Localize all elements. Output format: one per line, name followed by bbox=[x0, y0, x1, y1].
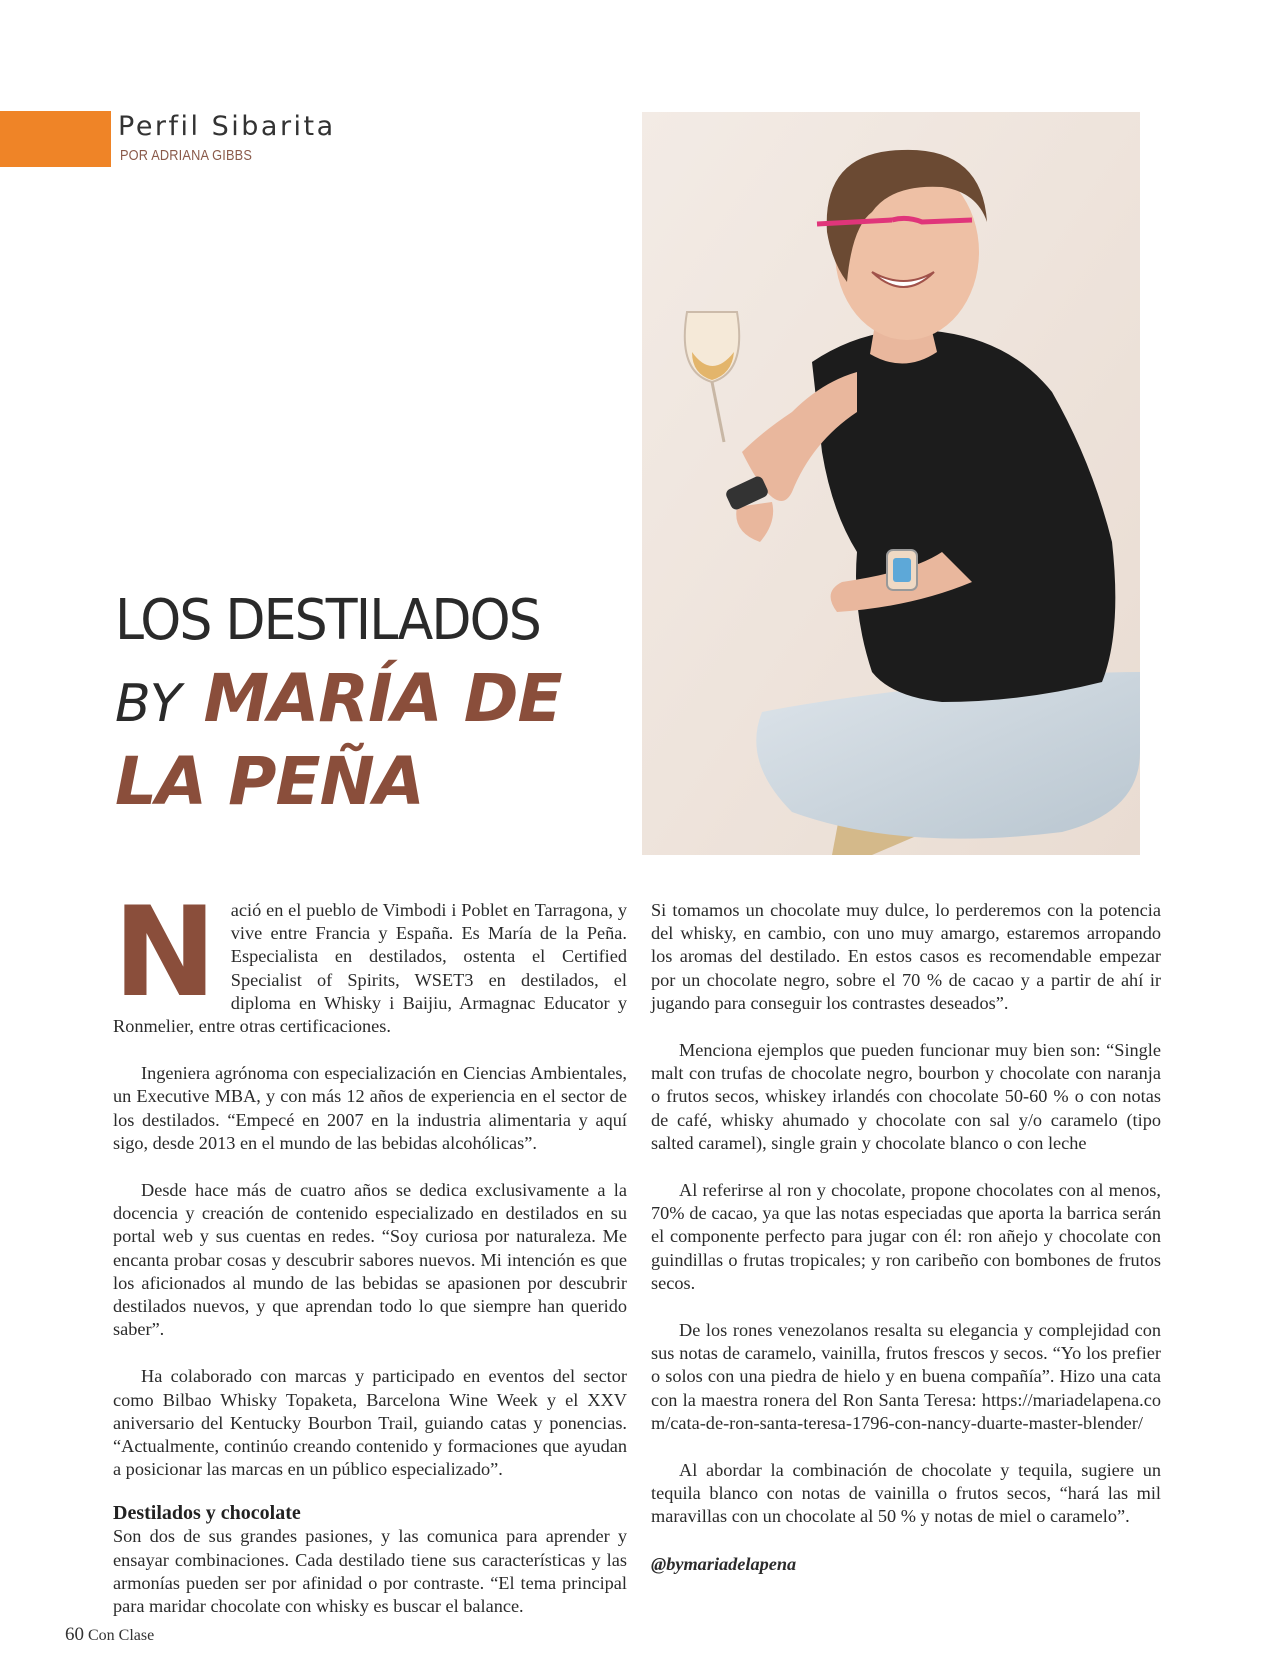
section-color-tab bbox=[0, 111, 111, 167]
headline-name-part-1: MARÍA DE bbox=[203, 660, 562, 737]
headline-line-2 bbox=[115, 660, 572, 743]
headline-name-part-2: LA PEÑA bbox=[115, 743, 424, 820]
paragraph: Al referirse al ron y chocolate, propone chocolates con al menos, 70% de cacao, ya que las notas especiadas que aporta la barrica serán el componente perfecto para jugar con él: ron añejo y chocolate con guindillas o frutas tropicales; y ron caribeño con bombones de frutos secos. bbox=[651, 1180, 1161, 1293]
author-byline: POR ADRIANA GIBBS bbox=[120, 148, 253, 164]
section-title: Perfil Sibarita bbox=[118, 111, 336, 142]
article-column-right bbox=[651, 899, 1161, 1600]
paragraph: Son dos de sus grandes pasiones, y las comunica para aprender y ensayar combinaciones. Cada destilado tiene sus características y las armonías pueden ser por afinidad o por contraste. “El tema principal para maridar chocolate con whisky es buscar el balance. bbox=[113, 1526, 627, 1617]
magazine-name: Con Clase bbox=[88, 1627, 155, 1644]
paragraph: Ha colaborado con marcas y participado en eventos del sector como Bilbao Whisky Topaketa, Barcelona Wine Week y el XXV aniversario del Kentucky Bourbon Trail, guiando catas y ponencias. “Actualmente, continúo creando contenido y formaciones que ayudan a posicionar las marcas en un público especializado”. bbox=[113, 1366, 627, 1480]
paragraph: Desde hace más de cuatro años se dedica exclusivamente a la docencia y creación de contenido especializado en destilados en su portal web y sus cuentas en redes. “Soy curiosa por naturaleza. Me encanta probar cosas y descubrir sabores nuevos. Mi intención es que los aficionados al mundo de las bebidas se apasionen por descubrir destilados nuevos, y que aprendan todo lo que siempre han querido saber”. bbox=[113, 1180, 627, 1340]
drop-cap: N bbox=[113, 881, 217, 1025]
article-column-left bbox=[113, 881, 627, 1618]
page-folio bbox=[65, 1624, 154, 1646]
article-headline bbox=[115, 590, 572, 821]
paragraph: Ingeniera agrónoma con especialización en Ciencias Ambientales, un Executive MBA, y con más 12 años de experiencia en el sector de los destilados. “Empecé en 2007 en la industria alimentaria y aquí sigo, desde 2013 en el mundo de las bebidas alcohólicas”. bbox=[113, 1063, 627, 1153]
page-number: 60 bbox=[65, 1624, 84, 1645]
paragraph: De los rones venezolanos resalta su elegancia y complejidad con sus notas de caramelo, vainilla, frutos frescos y secos. “Yo los prefiero solos con una piedra de hielo y en buena compañía”. Hizo una cata con la maestra ronera del Ron Santa Teresa: https://mariadelapena.com/cata-de-ron-santa-teresa-1796-con-nancy-duarte-master-blender/ bbox=[651, 1320, 1161, 1433]
social-handle: @bymariadelapena bbox=[651, 1553, 797, 1574]
paragraph: Si tomamos un chocolate muy dulce, lo perderemos con la potencia del whisky, en cambio, con uno muy amargo, estaremos arropando los aromas del destilado. En estos casos es recomendable empezar por un chocolate negro, sobre el 70 % de cacao y a partir de ahí ir jugando para conseguir los contrastes deseados”. bbox=[651, 900, 1161, 1013]
paragraph-intro-text: ació en el pueblo de Vimbodi i Poblet en Tarragona, y vive entre Francia y España. Es María de la Peña. Especialista en destilados, ostenta el Certified Specialist of Spirits, WSET3 en destilados, el diploma en Whisky i Baijiu, Armagnac Educator y Ronmelier, entre otras certificaciones. bbox=[113, 900, 627, 1037]
paragraph-intro bbox=[113, 881, 627, 1038]
portrait-photo bbox=[642, 112, 1140, 855]
headline-line-1: LOS DESTILADOS bbox=[115, 588, 540, 653]
paragraph: Al abordar la combinación de chocolate y tequila, sugiere un tequila blanco con notas de vainilla o frutos secos, “hará las mil maravillas con un chocolate al 50 % y notas de miel o caramelo”. bbox=[651, 1460, 1161, 1527]
paragraph: Menciona ejemplos que pueden funcionar muy bien son: “Single malt con trufas de chocolate negro, bourbon y chocolate con naranja o frutos secos, whiskey irlandés con chocolate 50-60 % o con notas de café, whisky ahumado y chocolate con sal y/o caramelo (tipo salted caramel), single grain y chocolate blanco o con leche bbox=[651, 1040, 1161, 1153]
headline-by: BY bbox=[115, 674, 182, 734]
subheading: Destilados y chocolate bbox=[113, 1502, 301, 1525]
